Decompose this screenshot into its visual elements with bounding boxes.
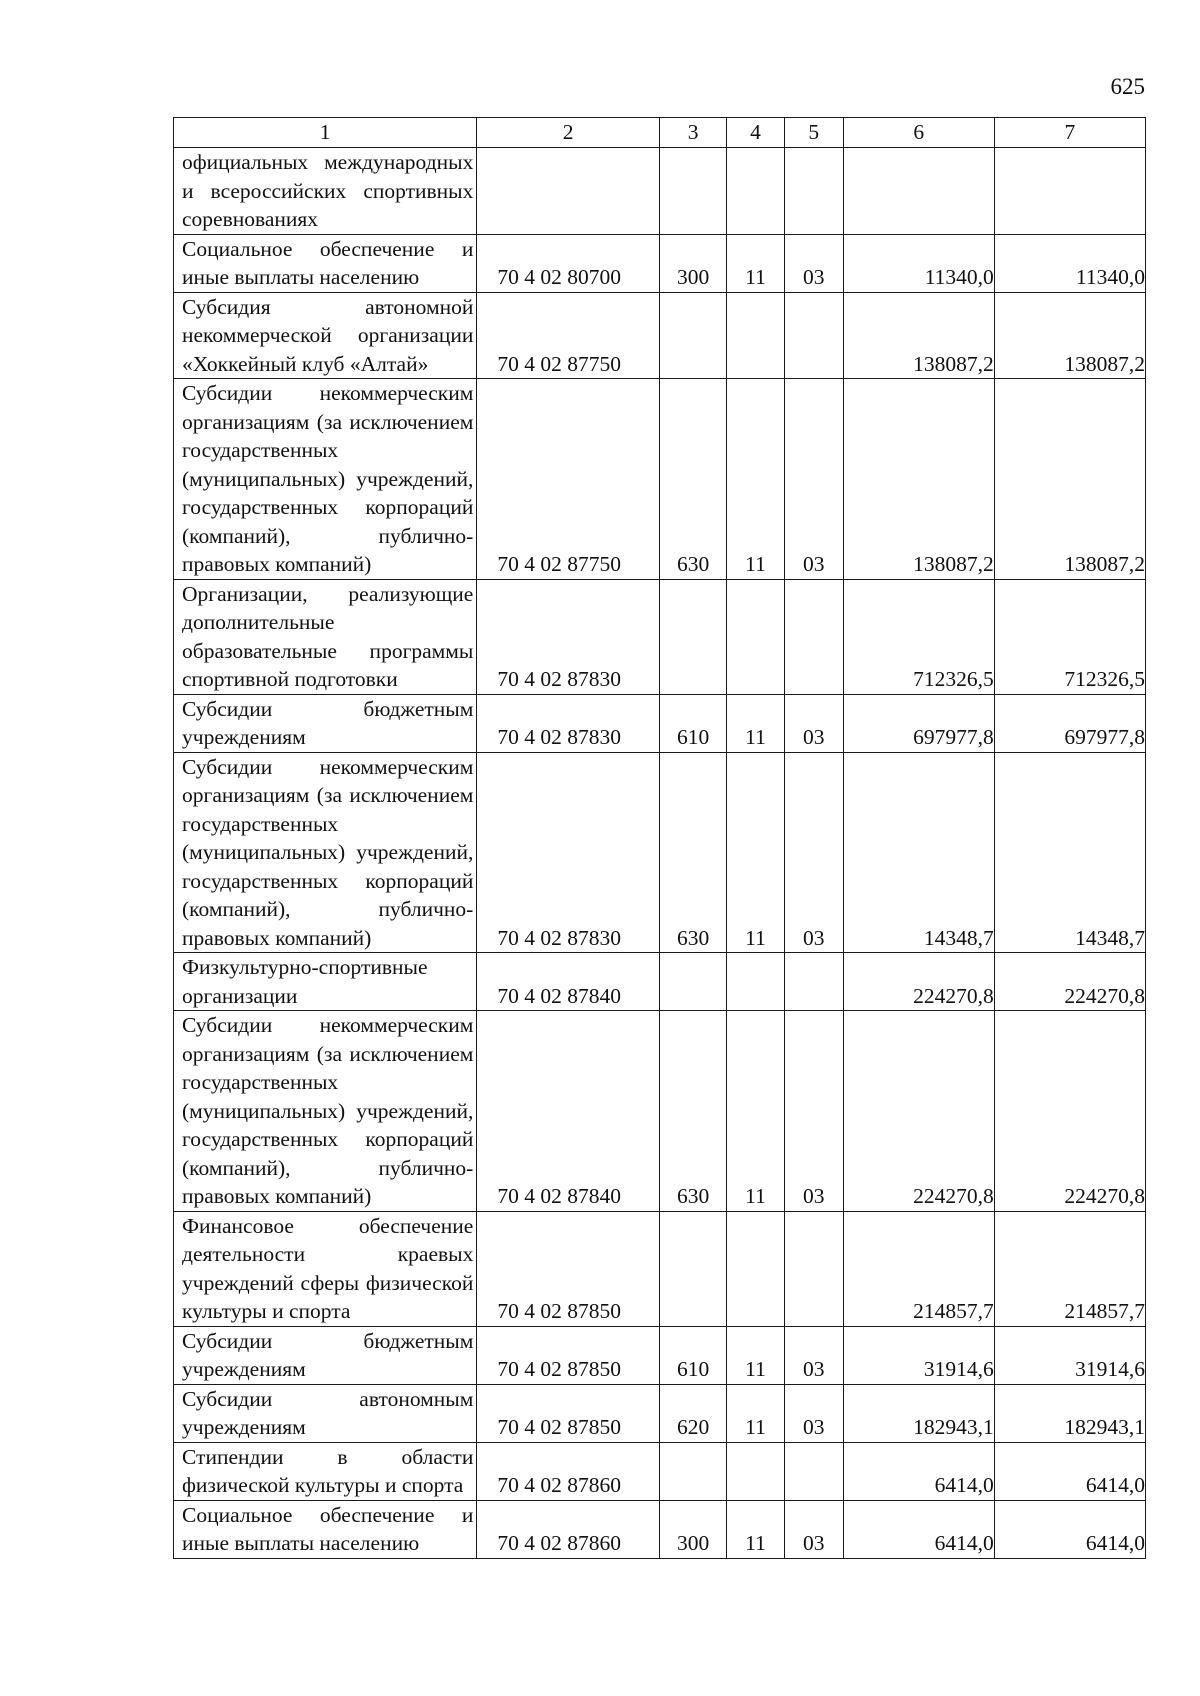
section-cell: 11 [727, 234, 785, 292]
subsection-cell [784, 579, 843, 694]
header-row [174, 118, 1146, 148]
expense-type-cell: 630 [659, 752, 726, 953]
table-row [174, 1442, 1146, 1500]
item-name-cell: Субсидии некоммерческим организациям (за исключением государственных (муниципальных) учреждений, государственных корпораций (компаний), публично-правовых компаний) [174, 379, 477, 580]
target-article-cell: 70 4 02 87860 [477, 1500, 660, 1558]
amount-col7-cell: 697977,8 [994, 694, 1145, 752]
target-article-cell: 70 4 02 87830 [477, 752, 660, 953]
amount-col7-cell: 11340,0 [994, 234, 1145, 292]
subsection-cell [784, 1211, 843, 1326]
expense-type-cell: 610 [659, 694, 726, 752]
target-article-cell: 70 4 02 87850 [477, 1211, 660, 1326]
target-article-cell: 70 4 02 87750 [477, 379, 660, 580]
amount-col6-cell: 14348,7 [843, 752, 994, 953]
item-name-cell: Субсидия автономной некоммерческой организации «Хоккейный клуб «Алтай» [174, 292, 477, 379]
section-cell: 11 [727, 1326, 785, 1384]
target-article-cell: 70 4 02 80700 [477, 234, 660, 292]
item-name-cell: Субсидии некоммерческим организациям (за исключением государственных (муниципальных) учреждений, государственных корпораций (компаний), публично-правовых компаний) [174, 752, 477, 953]
table-row [174, 1011, 1146, 1212]
table-row [174, 953, 1146, 1011]
section-cell [727, 579, 785, 694]
target-article-cell: 70 4 02 87750 [477, 292, 660, 379]
target-article-cell: 70 4 02 87850 [477, 1326, 660, 1384]
section-cell: 11 [727, 694, 785, 752]
amount-col7-cell: 138087,2 [994, 379, 1145, 580]
target-article-cell: 70 4 02 87840 [477, 1011, 660, 1212]
table-row [174, 694, 1146, 752]
section-cell [727, 953, 785, 1011]
table-row [174, 379, 1146, 580]
table-row [174, 234, 1146, 292]
table-row [174, 752, 1146, 953]
item-name-cell: официальных международных и всероссийских спортивных соревнованиях [174, 148, 477, 235]
item-name-cell: Субсидии некоммерческим организациям (за исключением государственных (муниципальных) учреждений, государственных корпораций (компаний), публично-правовых компаний) [174, 1011, 477, 1212]
expense-type-cell: 300 [659, 234, 726, 292]
column-header-6: 6 [843, 118, 994, 148]
table-body [174, 148, 1146, 1559]
expense-type-cell [659, 953, 726, 1011]
expense-type-cell: 300 [659, 1500, 726, 1558]
item-name-cell: Субсидии автономным учреждениям [174, 1384, 477, 1442]
amount-col7-cell: 138087,2 [994, 292, 1145, 379]
item-name-cell: Субсидии бюджетным учреждениям [174, 1326, 477, 1384]
amount-col7-cell: 6414,0 [994, 1442, 1145, 1500]
expense-type-cell: 630 [659, 1011, 726, 1212]
section-cell [727, 148, 785, 235]
column-header-1: 1 [174, 118, 477, 148]
table-row [174, 1211, 1146, 1326]
target-article-cell: 70 4 02 87840 [477, 953, 660, 1011]
section-cell: 11 [727, 1384, 785, 1442]
item-name-cell: Организации, реализующие дополнительные образовательные программы спортивной подготовки [174, 579, 477, 694]
column-header-3: 3 [659, 118, 726, 148]
amount-col6-cell: 224270,8 [843, 1011, 994, 1212]
subsection-cell: 03 [784, 1500, 843, 1558]
section-cell: 11 [727, 1011, 785, 1212]
amount-col7-cell: 214857,7 [994, 1211, 1145, 1326]
column-header-2: 2 [477, 118, 660, 148]
section-cell: 11 [727, 752, 785, 953]
table-row [174, 292, 1146, 379]
subsection-cell [784, 953, 843, 1011]
amount-col7-cell: 6414,0 [994, 1500, 1145, 1558]
subsection-cell: 03 [784, 1384, 843, 1442]
amount-col7-cell: 224270,8 [994, 1011, 1145, 1212]
amount-col7-cell: 14348,7 [994, 752, 1145, 953]
table-row [174, 148, 1146, 235]
table-row [174, 1326, 1146, 1384]
amount-col6-cell [843, 148, 994, 235]
item-name-cell: Социальное обеспечение и иные выплаты населению [174, 234, 477, 292]
amount-col6-cell: 11340,0 [843, 234, 994, 292]
amount-col7-cell: 712326,5 [994, 579, 1145, 694]
section-cell: 11 [727, 379, 785, 580]
section-cell: 11 [727, 1500, 785, 1558]
table-row [174, 1384, 1146, 1442]
amount-col6-cell: 31914,6 [843, 1326, 994, 1384]
target-article-cell: 70 4 02 87830 [477, 579, 660, 694]
amount-col6-cell: 138087,2 [843, 379, 994, 580]
expense-type-cell: 610 [659, 1326, 726, 1384]
target-article-cell: 70 4 02 87860 [477, 1442, 660, 1500]
amount-col6-cell: 182943,1 [843, 1384, 994, 1442]
expense-type-cell [659, 1442, 726, 1500]
amount-col7-cell: 224270,8 [994, 953, 1145, 1011]
subsection-cell [784, 292, 843, 379]
column-header-5: 5 [784, 118, 843, 148]
subsection-cell: 03 [784, 752, 843, 953]
expense-type-cell: 620 [659, 1384, 726, 1442]
subsection-cell: 03 [784, 1011, 843, 1212]
target-article-cell [477, 148, 660, 235]
item-name-cell: Стипендии в области физической культуры и спорта [174, 1442, 477, 1500]
amount-col6-cell: 224270,8 [843, 953, 994, 1011]
amount-col6-cell: 6414,0 [843, 1442, 994, 1500]
amount-col7-cell [994, 148, 1145, 235]
section-cell [727, 1442, 785, 1500]
subsection-cell: 03 [784, 1326, 843, 1384]
amount-col7-cell: 182943,1 [994, 1384, 1145, 1442]
expense-type-cell [659, 292, 726, 379]
amount-col6-cell: 697977,8 [843, 694, 994, 752]
page-number: 625 [1110, 74, 1145, 99]
expense-type-cell [659, 1211, 726, 1326]
subsection-cell [784, 1442, 843, 1500]
subsection-cell [784, 148, 843, 235]
subsection-cell: 03 [784, 694, 843, 752]
amount-col6-cell: 712326,5 [843, 579, 994, 694]
item-name-cell: Социальное обеспечение и иные выплаты населению [174, 1500, 477, 1558]
table-row [174, 579, 1146, 694]
table-row [174, 1500, 1146, 1558]
expense-type-cell [659, 579, 726, 694]
expense-type-cell: 630 [659, 379, 726, 580]
column-header-7: 7 [994, 118, 1145, 148]
target-article-cell: 70 4 02 87850 [477, 1384, 660, 1442]
amount-col6-cell: 214857,7 [843, 1211, 994, 1326]
section-cell [727, 292, 785, 379]
table-header [174, 118, 1146, 148]
amount-col6-cell: 6414,0 [843, 1500, 994, 1558]
item-name-cell: Финансовое обеспечение деятельности краевых учреждений сферы физической культуры и спорта [174, 1211, 477, 1326]
amount-col7-cell: 31914,6 [994, 1326, 1145, 1384]
budget-table [173, 117, 1146, 1559]
subsection-cell: 03 [784, 234, 843, 292]
subsection-cell: 03 [784, 379, 843, 580]
amount-col6-cell: 138087,2 [843, 292, 994, 379]
item-name-cell: Физкультурно-спортивные организации [174, 953, 477, 1011]
target-article-cell: 70 4 02 87830 [477, 694, 660, 752]
section-cell [727, 1211, 785, 1326]
column-header-4: 4 [727, 118, 785, 148]
item-name-cell: Субсидии бюджетным учреждениям [174, 694, 477, 752]
expense-type-cell [659, 148, 726, 235]
